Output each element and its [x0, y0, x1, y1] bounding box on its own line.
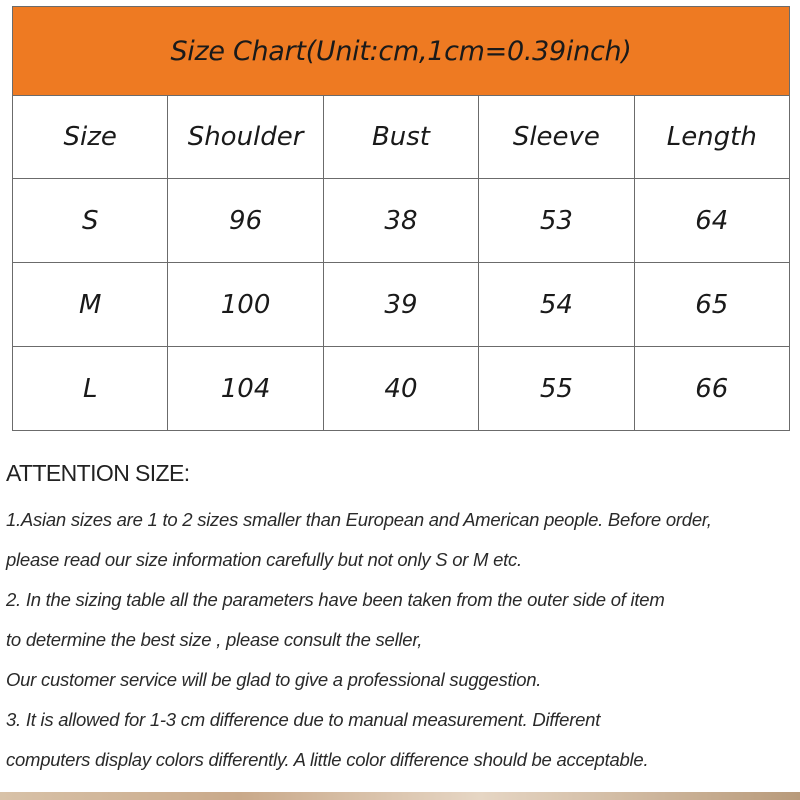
cell-sleeve: 53	[479, 179, 634, 263]
note-line: 3. It is allowed for 1-3 cm difference due to manual measurement. Different	[6, 709, 601, 730]
col-header-length: Length	[634, 96, 789, 179]
cell-length: 64	[634, 179, 789, 263]
cell-length: 66	[634, 347, 789, 431]
cell-shoulder: 96	[168, 179, 323, 263]
cell-size: L	[13, 347, 168, 431]
note-line: to determine the best size , please consult the seller,	[6, 629, 423, 650]
col-header-bust: Bust	[323, 96, 478, 179]
cell-bust: 40	[323, 347, 478, 431]
table-row	[13, 347, 790, 431]
product-photo-edge	[0, 792, 800, 800]
note-line: computers display colors differently. A little color difference should be acceptable.	[6, 749, 649, 770]
title-row	[13, 7, 790, 96]
size-chart-table	[12, 6, 790, 431]
cell-bust: 38	[323, 179, 478, 263]
cell-bust: 39	[323, 263, 478, 347]
cell-length: 65	[634, 263, 789, 347]
cell-shoulder: 104	[168, 347, 323, 431]
table-row	[13, 179, 790, 263]
cell-sleeve: 55	[479, 347, 634, 431]
cell-size: M	[13, 263, 168, 347]
cell-size: S	[13, 179, 168, 263]
note-line: 2. In the sizing table all the parameters have been taken from the outer side of item	[6, 589, 665, 610]
note-line: please read our size information carefully but not only S or M etc.	[6, 549, 522, 570]
attention-heading: ATTENTION SIZE:	[6, 460, 190, 486]
header-row	[13, 96, 790, 179]
table-row	[13, 263, 790, 347]
col-header-sleeve: Sleeve	[479, 96, 634, 179]
cell-shoulder: 100	[168, 263, 323, 347]
note-line: 1.Asian sizes are 1 to 2 sizes smaller than European and American people. Before order,	[6, 509, 712, 530]
note-line: Our customer service will be glad to give a professional suggestion.	[6, 669, 542, 690]
attention-notes	[6, 456, 796, 780]
col-header-size: Size	[13, 96, 168, 179]
cell-sleeve: 54	[479, 263, 634, 347]
chart-title: Size Chart(Unit:cm,1cm=0.39inch)	[13, 7, 790, 96]
col-header-shoulder: Shoulder	[168, 96, 323, 179]
